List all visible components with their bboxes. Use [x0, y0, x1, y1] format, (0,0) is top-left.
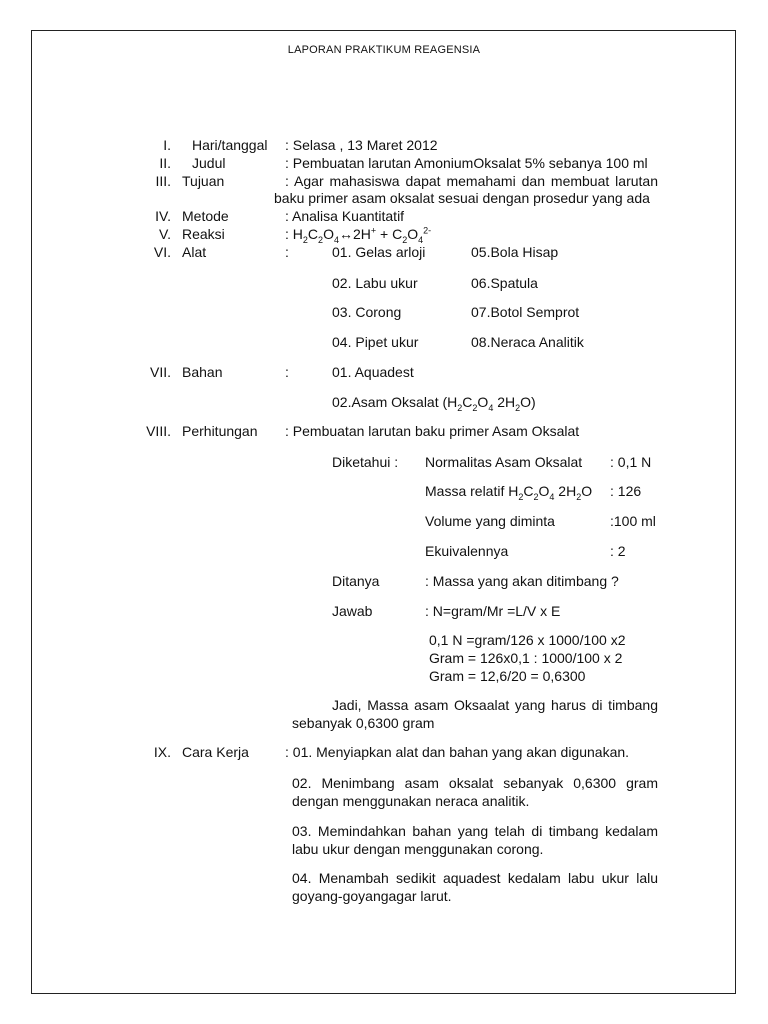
step-4-line1: 04. Menambah sedikit aquadest kedalam labu ukur lalu: [292, 870, 658, 886]
section-number-3: III.: [155, 173, 171, 189]
section-number-2: II.: [159, 155, 171, 171]
section-number-4: IV.: [155, 208, 171, 224]
jawab-label: Jawab: [332, 603, 373, 619]
list-item: 05.Bola Hisap: [471, 244, 559, 260]
list-item: 06.Spatula: [471, 275, 538, 291]
section-number-5: V.: [159, 226, 171, 242]
list-item: 04. Pipet ukur: [332, 334, 419, 350]
known-value: : 126: [610, 483, 642, 499]
label-metode: Metode: [182, 208, 229, 224]
calc-line: Gram = 126x0,1 : 1000/100 x 2: [429, 650, 623, 666]
calc-line: 0,1 N =gram/126 x 1000/100 x2: [429, 632, 626, 648]
known-name: Ekuivalennya: [425, 543, 509, 559]
known-value: :100 ml: [610, 513, 656, 529]
reaction-arrow: ↔: [338, 226, 353, 242]
value-perhitungan: : Pembuatan larutan baku primer Asam Oksalat: [285, 423, 580, 439]
label-perhitungan: Perhitungan: [182, 423, 258, 439]
step-4-line2: goyang-goyangagar larut.: [292, 888, 452, 904]
list-item: 02. Labu ukur: [332, 275, 418, 291]
list-item: 03. Corong: [332, 304, 402, 320]
colon-alat: :: [285, 244, 289, 260]
label-alat: Alat: [182, 244, 207, 260]
value-tujuan-line1: : Agar mahasiswa dapat memahami dan membuat larutan: [285, 173, 658, 189]
label-hari-tanggal: Hari/tanggal: [192, 137, 268, 153]
jawab-value: : N=gram/Mr =L/V x E: [425, 603, 561, 619]
list-item: 07.Botol Semprot: [471, 304, 580, 320]
step-2-line1: 02. Menimbang asam oksalat sebanyak 0,6300 gram: [292, 775, 658, 791]
step-3-line1: 03. Memindahkan bahan yang telah di timbang kedalam: [292, 823, 658, 839]
section-number-8: VIII.: [146, 423, 171, 439]
conclusion-line2: sebanyak 0,6300 gram: [292, 715, 435, 731]
calc-line: Gram = 12,6/20 = 0,6300: [429, 668, 586, 684]
section-number-1: I.: [163, 137, 171, 153]
label-tujuan: Tujuan: [182, 173, 225, 189]
step-2-line2: dengan menggunakan neraca analitik.: [292, 793, 530, 809]
list-item: 08.Neraca Analitik: [471, 334, 584, 350]
label-reaksi: Reaksi: [182, 226, 225, 242]
known-name: Massa relatif $H_2C_2O_4$ $2H_2O$: [425, 483, 593, 502]
label-bahan: Bahan: [182, 364, 223, 380]
conclusion-line1: Jadi, Massa asam Oksaalat yang harus di timbang: [332, 697, 658, 713]
value-tujuan-line2: baku primer asam oksalat sesuai dengan prosedur yang ada: [274, 190, 650, 206]
list-item: 01. Gelas arloji: [332, 244, 426, 260]
value-metode: : Analisa Kuantitatif: [285, 208, 405, 224]
diketahui-label: Diketahui :: [332, 454, 399, 470]
step-1: : 01. Menyiapkan alat dan bahan yang akan digunakan.: [285, 744, 630, 760]
value-hari-tanggal: : Selasa , 13 Maret 2012: [285, 137, 438, 153]
section-number-9: IX.: [153, 744, 171, 760]
value-judul: : Pembuatan larutan AmoniumOksalat 5% sebanya 100 ml: [285, 155, 648, 171]
known-value: : 0,1 N: [610, 454, 652, 470]
label-judul: Judul: [192, 155, 226, 171]
step-3-line2: labu ukur dengan menggunakan corong.: [292, 841, 544, 857]
value-reaksi: : $H_2C_2O_4\leftrightarrow 2H^+ + C_2O_4^{2-}$: [285, 225, 432, 245]
list-item: 02.Asam Oksalat ($H_2C_2O_4$ $2H_2O$): [332, 394, 536, 413]
known-name: Normalitas Asam Oksalat: [425, 454, 583, 470]
list-item: 01. Aquadest: [332, 364, 414, 380]
label-cara-kerja: Cara Kerja: [182, 744, 249, 760]
document-title: LAPORAN PRAKTIKUM REAGENSIA: [287, 44, 481, 56]
section-number-7: VII.: [149, 364, 171, 380]
known-value: : 2: [610, 543, 626, 559]
ditanya-label: Ditanya: [332, 573, 380, 589]
colon-bahan: :: [285, 364, 289, 380]
known-name: Volume yang diminta: [425, 513, 555, 529]
section-number-6: VI.: [153, 244, 171, 260]
ditanya-value: : Massa yang akan ditimbang ?: [425, 573, 619, 589]
